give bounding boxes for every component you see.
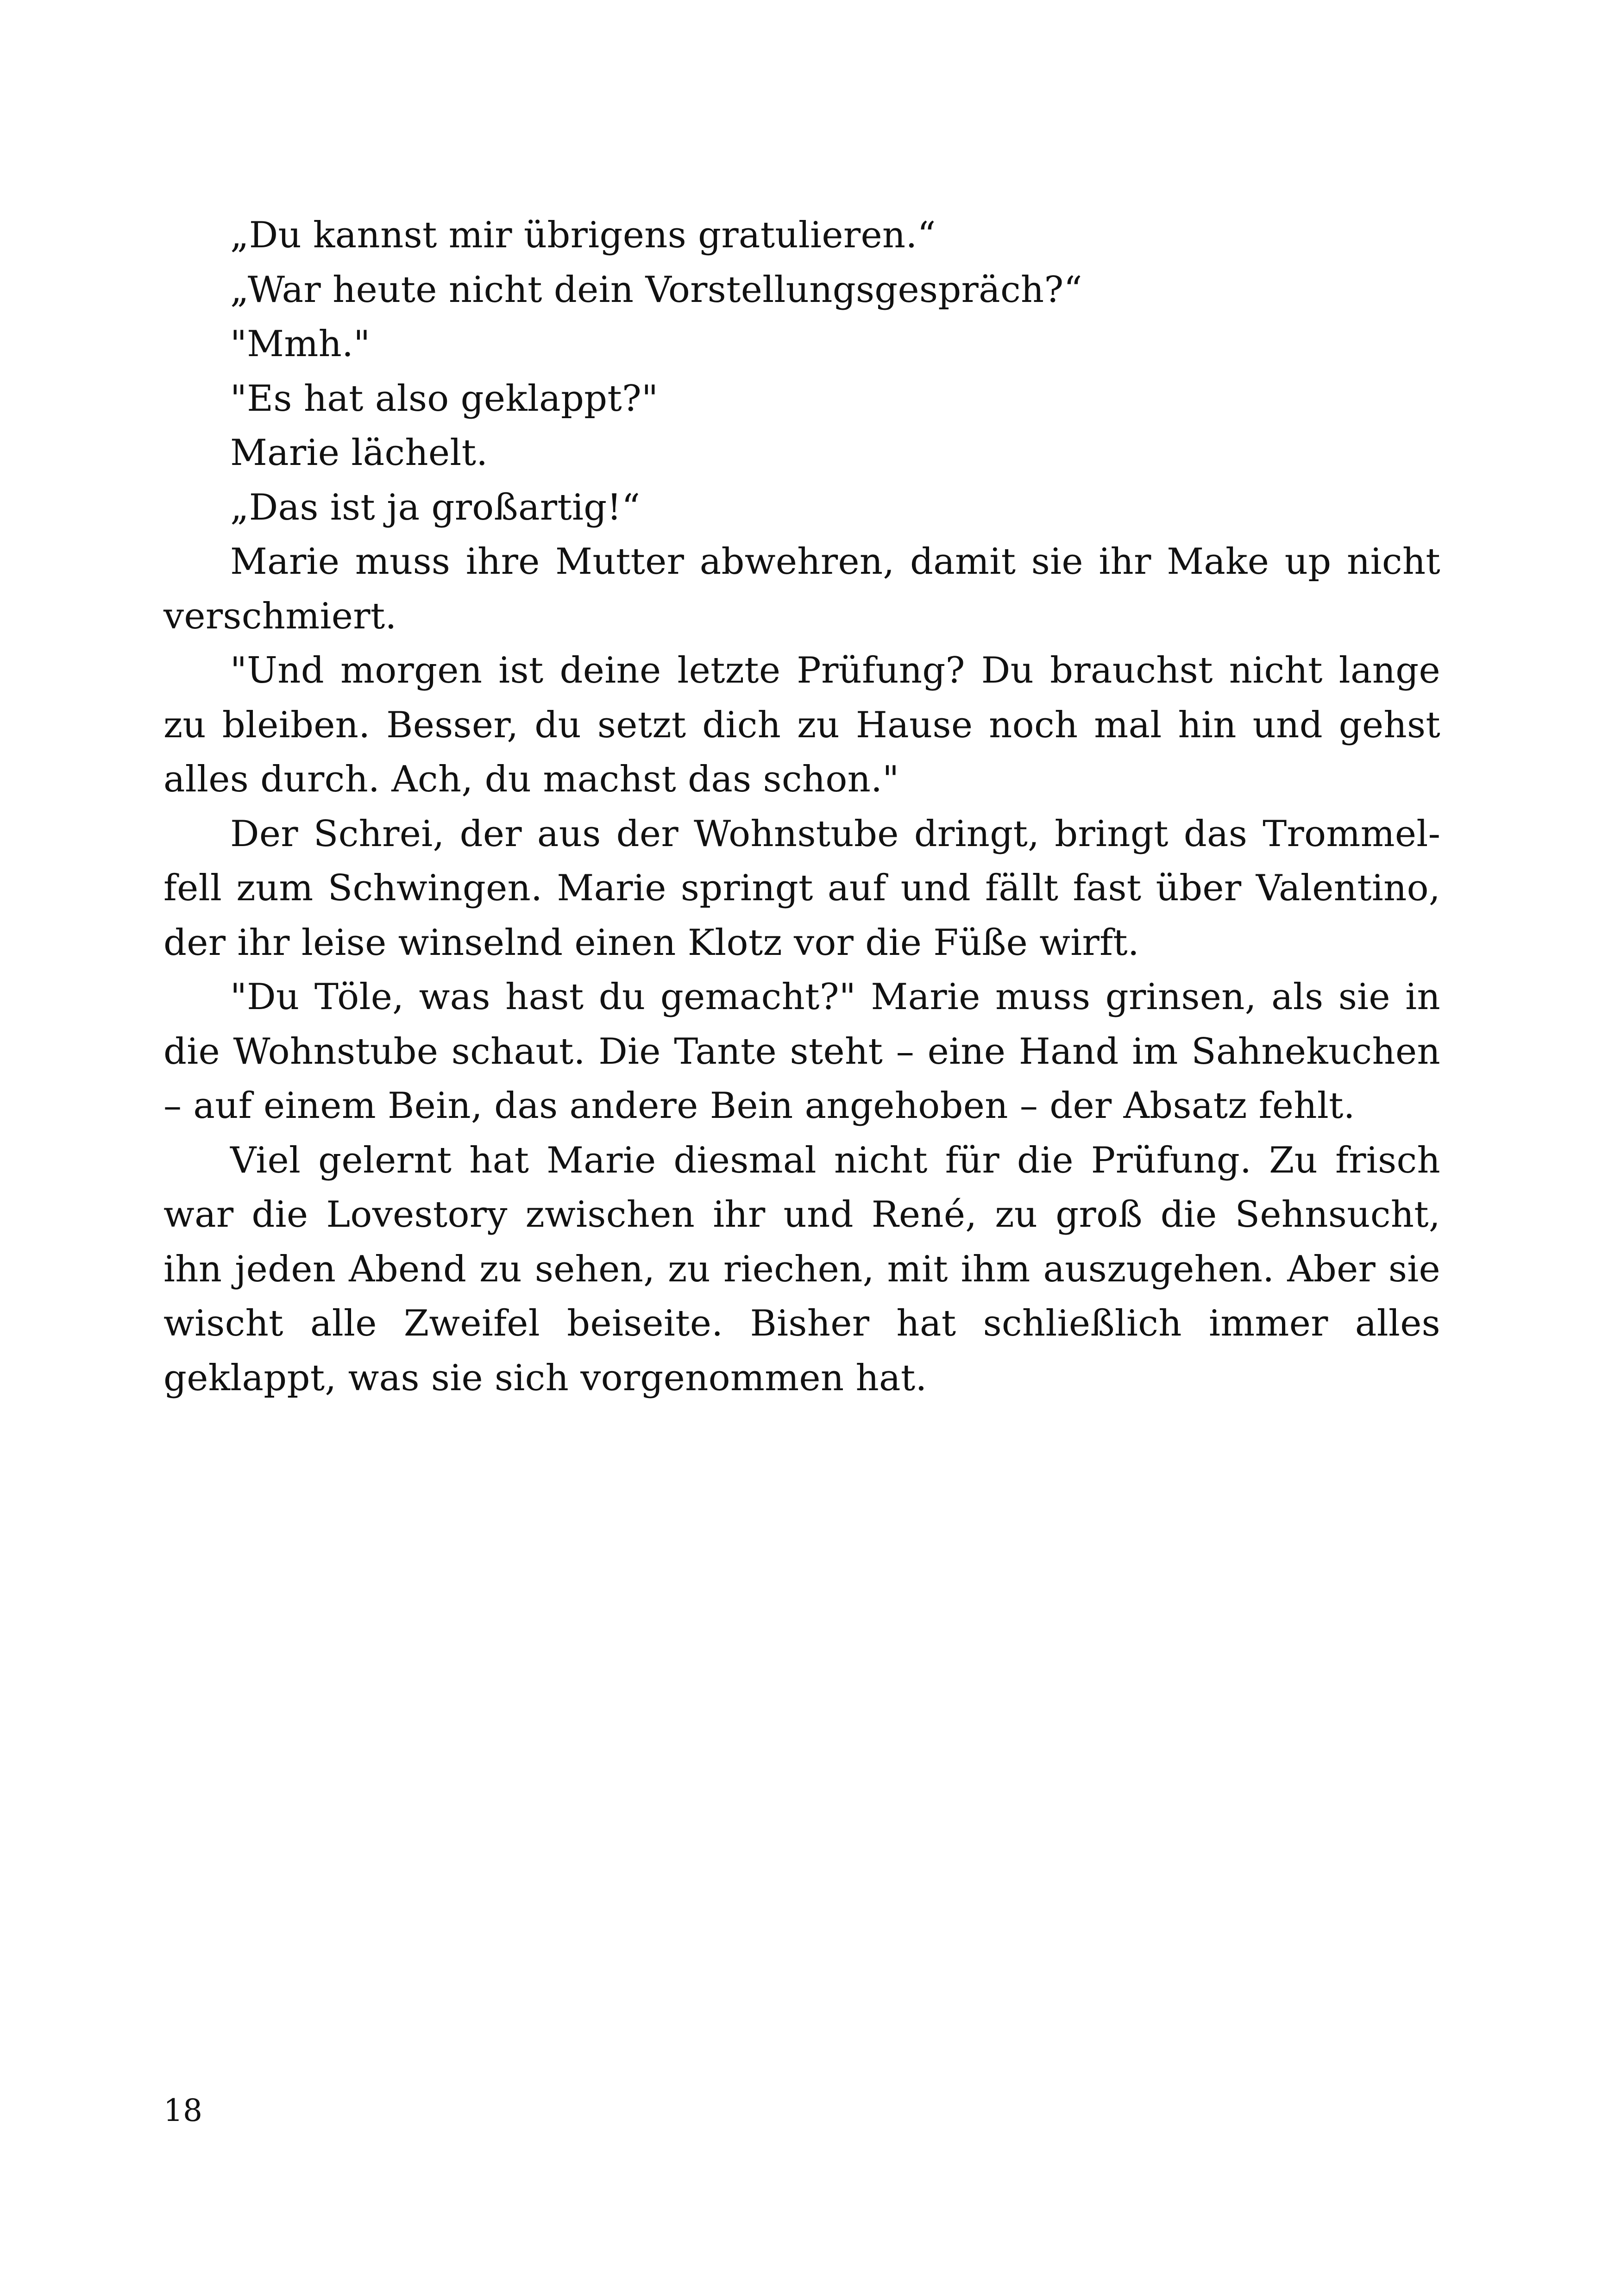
paragraph-6: „Das ist ja großartig!“ [230, 486, 641, 528]
paragraph-9: Der Schrei, der aus der Wohnstube dringt, bringt das Trommelfell zum Schwingen. Marie springt auf und fällt fast über Valentino, der ihr leise winselnd einen Klotz vor die Füße wirft. [163, 813, 1440, 964]
paragraph-5: Marie lächelt. [230, 432, 488, 474]
paragraph-10: "Du Töle, was hast du gemacht?" Marie muss grinsen, als sie in die Wohnstube schaut. Die Tante steht – eine Hand im Sahnekuchen – auf einem Bein, das andere Bein angehoben – der Absatz fehlt. [163, 976, 1440, 1127]
paragraph-8: "Und morgen ist deine letzte Prüfung? Du brauchst nicht lange zu bleiben. Besser, du setzt dich zu Hause noch mal hin und gehst alles durch. Ach, du machst das schon." [163, 650, 1440, 800]
paragraph-3: "Mmh." [230, 323, 371, 365]
body-text [163, 208, 1440, 1405]
paragraph-1: „Du kannst mir übrigens gratulieren.“ [230, 214, 936, 256]
paragraph-4: "Es hat also geklappt?" [230, 377, 659, 420]
paragraph-7: Marie muss ihre Mutter abwehren, damit sie ihr Make up nicht verschmiert. [163, 541, 1440, 637]
paragraph-2: „War heute nicht dein Vorstellungsgespräch?“ [230, 269, 1082, 311]
page-number: 18 [163, 2093, 202, 2128]
paragraph-11: Viel gelernt hat Marie diesmal nicht für die Prüfung. Zu frisch war die Lovestory zwischen ihr und René, zu groß die Sehnsucht, ihn jeden Abend zu sehen, zu riechen, mit ihm auszugehen. Aber sie wischt alle Zweifel beiseite. Bisher hat schließlich immer alles geklappt, was sie sich vorgenommen hat. [163, 1139, 1440, 1399]
